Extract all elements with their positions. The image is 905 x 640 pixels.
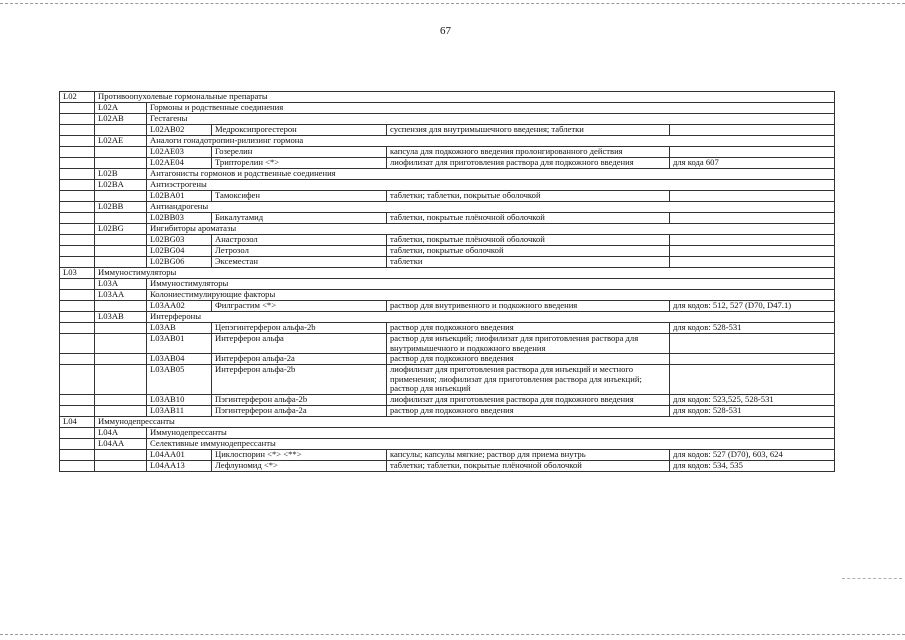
dosage-form-cell: таблетки, покрытые плёночной оболочкой (387, 235, 670, 246)
subgroup-name-cell: Антиандрогены (147, 202, 835, 213)
table-row (60, 125, 835, 136)
dosage-form-cell: капсула для подкожного введения пролонгированного действия (387, 147, 670, 158)
empty-cell (95, 125, 147, 136)
table-row (60, 92, 835, 103)
empty-cell (95, 334, 147, 354)
drug-name-cell: Филграстим <*> (212, 301, 387, 312)
group-name-cell: Иммуностимуляторы (95, 268, 835, 279)
empty-cell (60, 103, 95, 114)
table-row (60, 224, 835, 235)
empty-cell (60, 460, 95, 471)
table-row (60, 103, 835, 114)
empty-cell (95, 394, 147, 405)
table-row (60, 202, 835, 213)
empty-cell (95, 257, 147, 268)
empty-cell (60, 290, 95, 301)
empty-cell (95, 191, 147, 202)
dosage-form-cell: капсулы; капсулы мягкие; раствор для приема внутрь (387, 449, 670, 460)
empty-cell (60, 312, 95, 323)
dosage-form-cell: таблетки, покрытые оболочкой (387, 246, 670, 257)
subgroup-code-cell: L03AA (95, 290, 147, 301)
dosage-form-cell: лиофилизат для приготовления раствора для подкожного введения (387, 158, 670, 169)
empty-cell (95, 354, 147, 365)
dosage-form-cell: раствор для подкожного введения (387, 354, 670, 365)
table-row (60, 268, 835, 279)
group-code-cell: L03 (60, 268, 95, 279)
dosage-form-cell: раствор для подкожного введения (387, 405, 670, 416)
scan-edge-bottom (0, 634, 905, 635)
note-cell (670, 246, 835, 257)
drug-name-cell: Лефлуномид <*> (212, 460, 387, 471)
empty-cell (60, 279, 95, 290)
subgroup-name-cell: Интерфероны (147, 312, 835, 323)
empty-cell (95, 246, 147, 257)
drug-code-cell: L02BA01 (147, 191, 212, 202)
empty-cell (95, 158, 147, 169)
empty-cell (95, 323, 147, 334)
group-code-cell: L02 (60, 92, 95, 103)
table-row (60, 394, 835, 405)
empty-cell (60, 354, 95, 365)
note-cell: для кодов: 512, 527 (D70, D47.1) (670, 301, 835, 312)
empty-cell (60, 334, 95, 354)
note-cell (670, 125, 835, 136)
drug-code-cell: L02BB03 (147, 213, 212, 224)
dosage-form-cell: таблетки (387, 257, 670, 268)
table-row (60, 158, 835, 169)
drug-code-cell: L02BG06 (147, 257, 212, 268)
drug-code-cell: L03AB05 (147, 365, 212, 395)
drug-code-cell: L03AA02 (147, 301, 212, 312)
subgroup-name-cell: Иммуностимуляторы (147, 279, 835, 290)
empty-cell (95, 235, 147, 246)
table-row (60, 323, 835, 334)
empty-cell (60, 405, 95, 416)
subgroup-code-cell: L02AB (95, 114, 147, 125)
empty-cell (60, 202, 95, 213)
empty-cell (60, 427, 95, 438)
empty-cell (60, 224, 95, 235)
group-name-cell: Противоопухолевые гормональные препараты (95, 92, 835, 103)
table-row (60, 257, 835, 268)
subgroup-code-cell: L04A (95, 427, 147, 438)
subgroup-name-cell: Антагонисты гормонов и родственные соединения (147, 169, 835, 180)
dosage-form-cell: раствор для инъекций; лиофилизат для приготовления раствора для внутримышечного и подкожного введения (387, 334, 670, 354)
drug-code-cell: L03AB (147, 323, 212, 334)
table-row (60, 334, 835, 354)
dosage-form-cell: таблетки, покрытые плёночной оболочкой (387, 213, 670, 224)
note-cell: для кодов: 527 (D70), 603, 624 (670, 449, 835, 460)
note-cell (670, 365, 835, 395)
table-row (60, 290, 835, 301)
drug-code-cell: L02BG04 (147, 246, 212, 257)
empty-cell (95, 301, 147, 312)
empty-cell (95, 460, 147, 471)
table-row (60, 180, 835, 191)
table-row (60, 405, 835, 416)
note-cell (670, 213, 835, 224)
group-name-cell: Иммунодепрессанты (95, 416, 835, 427)
drug-code-cell: L04AA13 (147, 460, 212, 471)
empty-cell (95, 147, 147, 158)
drug-code-cell: L04AA01 (147, 449, 212, 460)
drug-name-cell: Цепэгинтерферон альфа-2b (212, 323, 387, 334)
table-row (60, 147, 835, 158)
drug-name-cell: Интерферон альфа (212, 334, 387, 354)
table-row (60, 136, 835, 147)
empty-cell (95, 365, 147, 395)
dosage-form-cell: лиофилизат для приготовления раствора для инъекций и местного применения; лиофилизат для приготовления раствора для инъекций; раствор для инъекций (387, 365, 670, 395)
note-cell (670, 191, 835, 202)
drug-name-cell: Гозерелин (212, 147, 387, 158)
drug-name-cell: Эксеместан (212, 257, 387, 268)
subgroup-code-cell: L02A (95, 103, 147, 114)
subgroup-name-cell: Селективные иммунодепрессанты (147, 438, 835, 449)
empty-cell (60, 158, 95, 169)
empty-cell (60, 235, 95, 246)
empty-cell (60, 180, 95, 191)
drug-code-cell: L03AB11 (147, 405, 212, 416)
scan-edge-right (842, 578, 902, 579)
empty-cell (60, 136, 95, 147)
note-cell: для кодов: 523,525, 528-531 (670, 394, 835, 405)
drug-name-cell: Летрозол (212, 246, 387, 257)
empty-cell (60, 438, 95, 449)
drug-name-cell: Циклоспорин <*> <**> (212, 449, 387, 460)
subgroup-code-cell: L02B (95, 169, 147, 180)
empty-cell (60, 246, 95, 257)
table-row (60, 213, 835, 224)
note-cell: для кода 607 (670, 158, 835, 169)
subgroup-name-cell: Колониестимулирующие факторы (147, 290, 835, 301)
subgroup-code-cell: L02AE (95, 136, 147, 147)
subgroup-name-cell: Ингибиторы ароматазы (147, 224, 835, 235)
drug-name-cell: Бикалутамид (212, 213, 387, 224)
subgroup-name-cell: Гестагены (147, 114, 835, 125)
table-row (60, 354, 835, 365)
drug-table (59, 91, 835, 472)
drug-name-cell: Пэгинтерферон альфа-2b (212, 394, 387, 405)
note-cell: для кодов: 528-531 (670, 323, 835, 334)
note-cell (670, 235, 835, 246)
empty-cell (60, 169, 95, 180)
drug-code-cell: L02AE04 (147, 158, 212, 169)
subgroup-code-cell: L02BG (95, 224, 147, 235)
table-row (60, 365, 835, 395)
table-row (60, 301, 835, 312)
table-row (60, 449, 835, 460)
subgroup-code-cell: L03A (95, 279, 147, 290)
dosage-form-cell: таблетки; таблетки, покрытые плёночной оболочкой (387, 460, 670, 471)
drug-code-cell: L03AB04 (147, 354, 212, 365)
empty-cell (60, 323, 95, 334)
empty-cell (60, 365, 95, 395)
drug-name-cell: Медроксипрогестерон (212, 125, 387, 136)
table-row (60, 169, 835, 180)
table-row (60, 114, 835, 125)
table-row (60, 427, 835, 438)
drug-code-cell: L03AB01 (147, 334, 212, 354)
dosage-form-cell: лиофилизат для приготовления раствора для подкожного введения (387, 394, 670, 405)
empty-cell (60, 257, 95, 268)
empty-cell (60, 213, 95, 224)
table-row (60, 460, 835, 471)
empty-cell (95, 213, 147, 224)
table-row (60, 312, 835, 323)
table-row (60, 246, 835, 257)
empty-cell (60, 191, 95, 202)
drug-code-cell: L02BG03 (147, 235, 212, 246)
drug-code-cell: L02AB02 (147, 125, 212, 136)
page-number: 67 (440, 25, 451, 37)
group-code-cell: L04 (60, 416, 95, 427)
dosage-form-cell: таблетки; таблетки, покрытые оболочкой (387, 191, 670, 202)
drug-code-cell: L02AE03 (147, 147, 212, 158)
subgroup-name-cell: Антиэстрогены (147, 180, 835, 191)
subgroup-code-cell: L02BB (95, 202, 147, 213)
drug-name-cell: Анастрозол (212, 235, 387, 246)
empty-cell (95, 405, 147, 416)
dosage-form-cell: суспензия для внутримышечного введения; таблетки (387, 125, 670, 136)
empty-cell (60, 449, 95, 460)
subgroup-code-cell: L02BA (95, 180, 147, 191)
note-cell (670, 257, 835, 268)
note-cell (670, 334, 835, 354)
subgroup-code-cell: L03AB (95, 312, 147, 323)
note-cell (670, 354, 835, 365)
empty-cell (60, 394, 95, 405)
scan-edge-top (0, 3, 905, 4)
subgroup-name-cell: Гормоны и родственные соединения (147, 103, 835, 114)
drug-name-cell: Интерферон альфа-2b (212, 365, 387, 395)
empty-cell (60, 301, 95, 312)
empty-cell (60, 125, 95, 136)
drug-code-cell: L03AB10 (147, 394, 212, 405)
dosage-form-cell: раствор для внутривенного и подкожного введения (387, 301, 670, 312)
dosage-form-cell: раствор для подкожного введения (387, 323, 670, 334)
drug-name-cell: Тамоксифен (212, 191, 387, 202)
empty-cell (60, 147, 95, 158)
subgroup-name-cell: Аналоги гонадотропин-рилизинг гормона (147, 136, 835, 147)
subgroup-name-cell: Иммунодепрессанты (147, 427, 835, 438)
note-cell: для кодов: 528-531 (670, 405, 835, 416)
empty-cell (60, 114, 95, 125)
drug-name-cell: Трипторелин <*> (212, 158, 387, 169)
table-row (60, 416, 835, 427)
table-row (60, 279, 835, 290)
table-row (60, 191, 835, 202)
drug-name-cell: Интерферон альфа-2а (212, 354, 387, 365)
table-row (60, 235, 835, 246)
drug-name-cell: Пэгинтерферон альфа-2а (212, 405, 387, 416)
table-row (60, 438, 835, 449)
subgroup-code-cell: L04AA (95, 438, 147, 449)
note-cell: для кодов: 534, 535 (670, 460, 835, 471)
empty-cell (95, 449, 147, 460)
note-cell (670, 147, 835, 158)
